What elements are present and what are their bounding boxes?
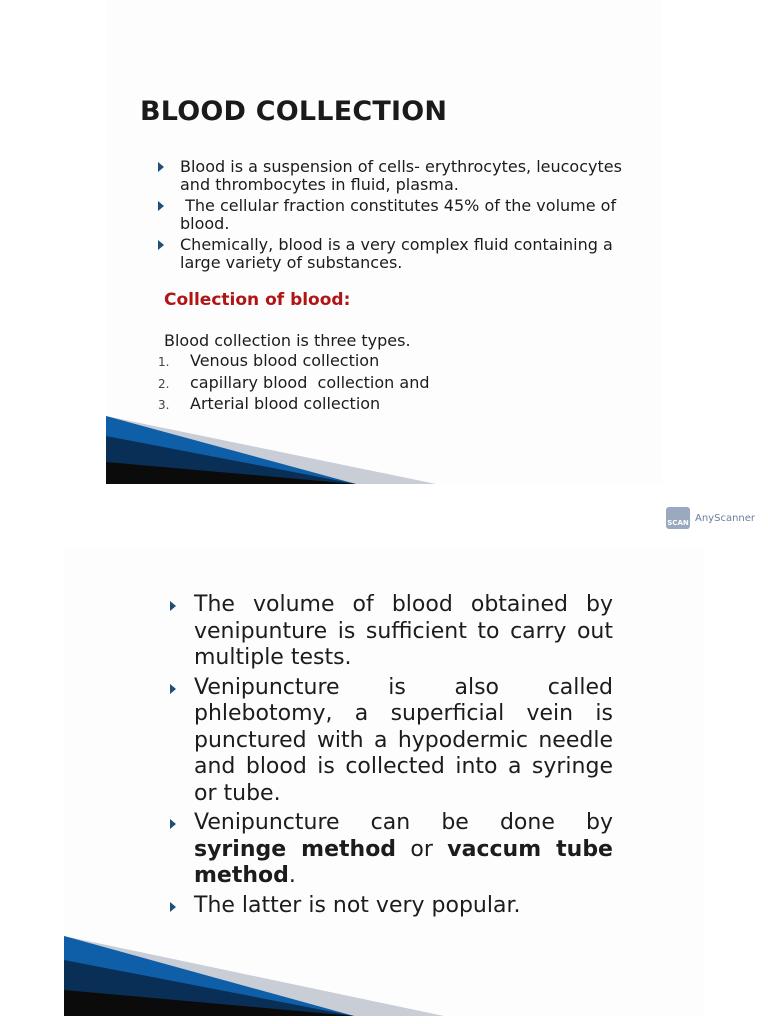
item-text: Arterial blood collection bbox=[190, 394, 381, 413]
bullet-item bbox=[170, 893, 613, 920]
bullet-text: The volume of blood obtained by venipunture is sufficient to carry out multiple tests. bbox=[194, 592, 613, 670]
bullet-item bbox=[170, 675, 613, 808]
bullet-text: Blood is a suspension of cells- erythrocytes, leucocytes and thrombocytes in fluid, plasma. bbox=[180, 157, 622, 194]
numbered-item bbox=[158, 351, 430, 373]
item-number: 1. bbox=[158, 355, 170, 369]
bullet-text: Chemically, blood is a very complex fluid containing a large variety of substances. bbox=[180, 235, 613, 272]
item-text: Venous blood collection bbox=[190, 351, 380, 370]
watermark-label: AnyScanner bbox=[695, 512, 756, 524]
text-fragment: Venipuncture can be done by bbox=[194, 810, 613, 835]
bullet-item bbox=[158, 197, 628, 233]
bullet-arrow-icon bbox=[158, 240, 164, 250]
bullet-text: Venipuncture is also called phlebotomy, a superficial vein is punctured with a hypodermic needle and blood is collected into a syringe or tube. bbox=[194, 674, 613, 806]
bullet-arrow-icon bbox=[170, 902, 176, 912]
bullet-text: The latter is not very popular. bbox=[194, 892, 521, 918]
bullet-item bbox=[158, 158, 628, 194]
section-subheading: Collection of blood: bbox=[164, 290, 351, 310]
slide-1 bbox=[106, 0, 662, 484]
bullet-list bbox=[158, 158, 628, 275]
item-number: 2. bbox=[158, 376, 170, 391]
bullet-item bbox=[170, 810, 613, 890]
numbered-item bbox=[158, 394, 430, 416]
corner-decoration bbox=[106, 416, 436, 484]
scan-app-icon: SCAN bbox=[666, 507, 690, 529]
item-text: capillary blood collection and bbox=[190, 372, 430, 392]
bullet-arrow-icon bbox=[170, 684, 176, 694]
numbered-item bbox=[158, 373, 430, 395]
bullet-arrow-icon bbox=[170, 601, 176, 611]
numbered-list bbox=[158, 351, 430, 416]
bullet-item bbox=[158, 236, 628, 272]
text-fragment: or bbox=[396, 836, 448, 862]
slide-2 bbox=[64, 548, 704, 1016]
bullet-arrow-icon bbox=[170, 819, 176, 829]
bullet-item bbox=[170, 592, 613, 672]
item-number: 3. bbox=[158, 398, 170, 412]
text-fragment: . bbox=[288, 863, 296, 888]
bullet-arrow-icon bbox=[158, 162, 164, 172]
bold-term: vaccum tube method bbox=[194, 836, 613, 888]
bullet-text bbox=[194, 810, 613, 888]
bullet-list bbox=[170, 592, 613, 922]
bullet-arrow-icon bbox=[158, 201, 164, 211]
anyscanner-watermark bbox=[666, 507, 755, 529]
intro-text: Blood collection is three types. bbox=[164, 331, 411, 350]
slide-title: BLOOD COLLECTION bbox=[140, 96, 448, 127]
corner-decoration bbox=[64, 936, 444, 1016]
bold-term: syringe method bbox=[194, 836, 397, 862]
bullet-text: The cellular fraction constitutes 45% of the volume of blood. bbox=[180, 196, 622, 233]
